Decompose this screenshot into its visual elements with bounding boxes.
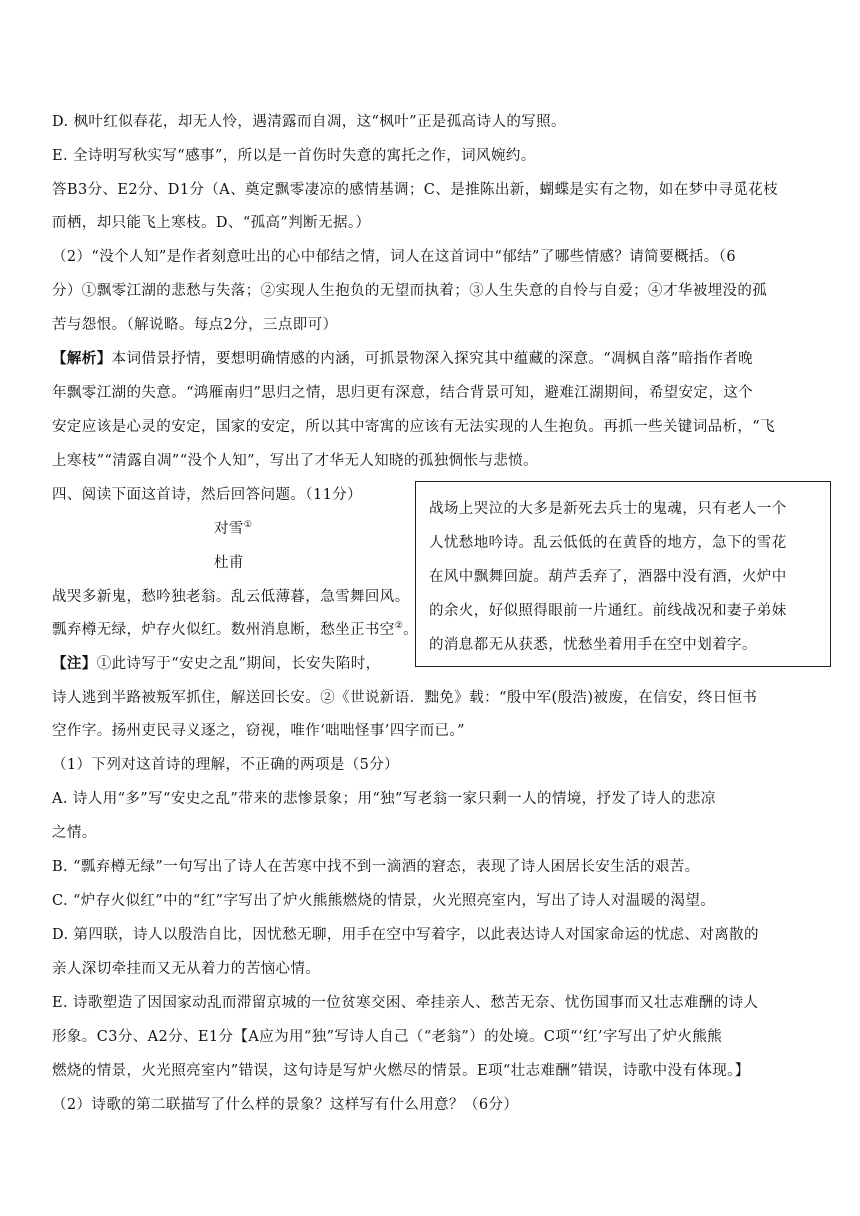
line-text: （1）下列对这首诗的理解，不正确的两项是（5分） [52,757,400,773]
line-text: 而栖，却只能飞上寒枝。D、“孤高”判断无据。） [52,215,371,231]
text-line [52,451,538,471]
poem-title [214,519,252,539]
text-line [52,180,778,200]
line-text: ①此诗写于“安史之乱”期间，长安失陷时， [96,656,381,672]
line-text: 诗人逃到半路被叛军抓住，解送回长安。②《世说新语．黜免》载：“殷中军(殷浩)被废，在信安，终日恒书 [52,690,758,706]
footnote-mark: ② [394,621,404,631]
translation-line: 战场上哭泣的大多是新死去兵士的鬼魂，只有老人一个 [429,501,787,517]
text-line [52,1095,518,1115]
text-line [52,688,757,708]
line-text: 瓢弃樽无绿，炉存火似红。数州消息断，愁坐正书空 [52,622,395,638]
translation-line: 的余火，好似照得眼前一片通红。前线战况和妻子弟妹 [429,603,787,619]
text-line [52,857,700,877]
line-text: 形象。C3分、A2分、E1分【A应为用“独”写诗人自己（“老翁”）的处境。C项“‘红’字写出了炉火熊熊 [52,1029,723,1045]
line-text: D. 枫叶红似春花，却无人怜，遇清露而自凋，这“枫叶”正是孤高诗人的写照。 [52,114,566,130]
text-line [52,213,370,233]
line-text: 年飘零江湖的失意。“鸿雁南归”思归之情，思归更有深意，结合背景可知，避难江湖期间，希望安定，这个 [52,385,754,401]
text-line [52,654,381,674]
line-text: 答B3分、E2分、D1分（A、奠定飘零凄凉的感情基调；C、是推陈出新，蝴蝶是实有之物，如在梦中寻觅花枝 [52,182,779,198]
text-line [52,1061,750,1081]
line-text: 战哭多新鬼，愁吟独老翁。乱云低薄暮，急雪舞回风。 [52,589,410,605]
text-line [52,315,337,335]
translation-line: 在风中飘舞回旋。葫芦丢弃了，酒器中没有酒，火炉中 [429,569,787,585]
text-line [52,417,775,437]
translation-box [415,481,831,667]
line-text: D. 第四联，诗人以殷浩自比，因忧愁无聊，用手在空中写着字，以此表达诗人对国家命运的忧虑、对离散的 [52,927,759,943]
text-line [52,1027,722,1047]
text-line [52,485,362,505]
bracket-label: 【注】 [52,655,97,672]
line-text: 本词借景抒情，要想明确情感的内涵，可抓景物深入探究其中蕴藏的深意。“凋枫自落”暗指作者晚 [111,351,754,367]
text-line [52,891,715,911]
line-text: C. “炉存火似红”中的“红”字写出了炉火熊熊燃烧的情景，火光照亮室内，写出了诗人对温暖的渴望。 [52,893,716,909]
line-text: B. “瓢弃樽无绿”一句写出了诗人在苦寒中找不到一滴酒的窘态，表现了诗人困居长安生活的艰苦。 [52,859,700,875]
text-line [52,281,767,301]
translation-line: 人忧愁地吟诗。乱云低低的在黄昏的地方，急下的雪花 [429,535,787,551]
translation-line: 的消息都无从获悉，忧愁坐着用手在空中划着字。 [429,637,757,653]
line-text: 四、阅读下面这首诗，然后回答问题。（11分） [52,487,362,503]
text-line [52,587,410,607]
line-text: 安定应该是心灵的安定，国家的安定，所以其中寄寓的应该有无法实现的人生抱负。再抓一些关键词品析，“飞 [52,419,776,435]
text-line [52,755,399,775]
text-line [52,247,736,267]
text-line [52,789,716,809]
line-text: 燃烧的情景，火光照亮室内”错误，这句诗是写炉火燃尽的情景。E项“壮志难酬”错误，诗歌中没有体现。】 [52,1063,750,1079]
text-line [52,823,97,843]
line-text: 亲人深切牵挂而又无从着力的苦恼心情。 [52,961,321,977]
line-text: E. 诗歌塑造了因国家动乱而滞留京城的一位贫寒交困、牵挂亲人、愁苦无奈、忧伤国事而又壮志难酬的诗人 [52,995,759,1011]
text-line [52,112,566,132]
text-line [52,959,320,979]
line-text: （2）诗歌的第二联描写了什么样的景象？这样写有什么用意？（6分） [52,1097,519,1113]
poem-author: 杜甫 [214,555,244,571]
line-text: 苦与怨恨。（解说略。每点2分，三点即可） [52,317,338,333]
text-line [52,349,753,369]
line-text: 上寒枝”“清露自凋”“没个人知”，写出了才华无人知晓的孤独惆怅与悲愤。 [52,453,539,469]
line-text: 分）①飘零江湖的悲愁与失落；②实现人生抱负的无望而执着；③人生失意的自怜与自爱；④才华被埋没的孤 [52,283,768,299]
line-text: A. 诗人用“多”写“安史之乱”带来的悲惨景象；用“独”写老翁一家只剩一人的情境，抒发了诗人的悲凉 [52,791,716,807]
poem-title-text: 对雪 [214,521,244,537]
line-text: E. 全诗明写秋实写“感事”，所以是一首伤时失意的寓托之作，词风婉约。 [52,148,536,164]
poem-title-note: ① [243,520,253,530]
text-line [52,620,418,640]
text-line [52,721,465,741]
text-line [52,925,759,945]
line-text: 之情。 [52,825,97,841]
text-line [52,146,536,166]
line-text: 。 [403,622,419,638]
bracket-label: 【解析】 [52,350,112,367]
line-text: 空作字。扬州吏民寻义逐之，窃视，唯作‘咄咄怪事’四字而已。” [52,723,465,739]
text-line [52,383,753,403]
line-text: （2）“没个人知”是作者刻意吐出的心中郁结之情，词人在这首词中“郁结”了哪些情感？请简要概括。（6 [52,249,736,265]
text-line [52,993,758,1013]
